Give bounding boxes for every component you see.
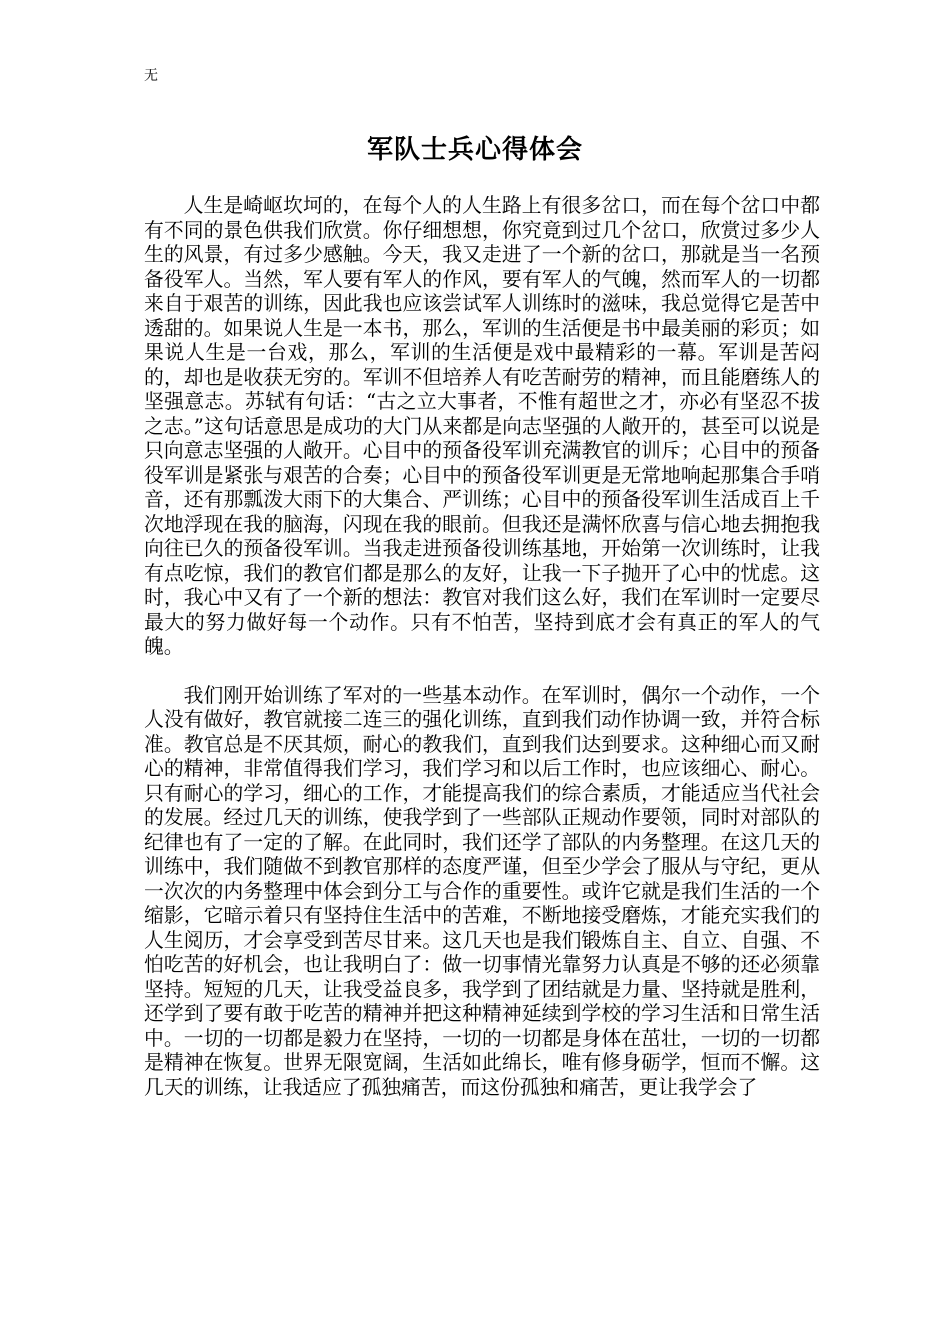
header-mark: 无: [144, 68, 158, 84]
paragraph: 人生是崎岖坎坷的，在每个人的人生路上有很多岔口，而在每个岔口中都有不同的景色供我们欣赏。你仔细想想，你究竟到过几个岔口，欣赏过多少人生的风景，有过多少感触。今天，我又走进了一个新的岔口，那就是当一名预备役军人。当然，军人要有军人的作风，要有军人的气魄，然而军人的一切都来自于艰苦的训练，因此我也应该尝试军人训练时的滋味，我总觉得它是苦中透甜的。如果说人生是一本书，那么，军训的生活便是书中最美丽的彩页；如果说人生是一台戏，那么，军训的生活便是戏中最精彩的一幕。军训是苦闷的，却也是收获无穷的。军训不但培养人有吃苦耐劳的精神，而且能磨练人的坚强意志。苏轼有句话：“古之立大事者，不惟有超世之才，亦必有坚忍不拔之志。”这句话意思是成功的大门从来都是向志坚强的人敞开的，甚至可以说是只向意志坚强的人敞开。心目中的预备役军训充满教官的训斥；心目中的预备役军训是紧张与艰苦的合奏；心目中的预备役军训更是无常地响起那集合手哨音，还有那瓢泼大雨下的大集合、严训练；心目中的预备役军训生活成百上千次地浮现在我的脑海，闪现在我的眼前。但我还是满怀欣喜与信心地去拥抱我向往已久的预备役军训。当我走进预备役训练基地，开始第一次训练时，让我有点吃惊，我们的教官们都是那么的友好，让我一下子抛开了心中的忧虑。这时，我心中又有了一个新的想法：教官对我们这么好，我们在军训时一定要尽最大的努力做好每一个动作。只有不怕苦，坚持到底才会有真正的军人的气魄。: [144, 194, 820, 658]
page-title: 军队士兵心得体会: [366, 135, 583, 165]
article-body: [144, 194, 820, 1100]
paragraph: 我们刚开始训练了军对的一些基本动作。在军训时，偶尔一个动作，一个人没有做好，教官就接二连三的强化训练，直到我们动作协调一致，并符合标准。教官总是不厌其烦，耐心的教我们，直到我们达到要求。这种细心而又耐心的精神，非常值得我们学习，我们学习和以后工作时，也应该细心、耐心。只有耐心的学习，细心的工作，才能提高我们的综合素质，才能适应当代社会的发展。经过几天的训练，使我学到了一些部队正规动作要领，同时对部队的纪律也有了一定的了解。在此同时，我们还学了部队的内务整理。在这几天的训练中，我们随做不到教官那样的态度严谨，但至少学会了服从与守纪，更从一次次的内务整理中体会到分工与合作的重要性。或许它就是我们生活的一个缩影，它暗示着只有坚持住生活中的苦难，不断地接受磨炼，才能充实我们的人生阅历，才会享受到苦尽甘来。这几天也是我们锻炼自主、自立、自强、不怕吃苦的好机会，也让我明白了：做一切事情光靠努力认真是不够的还必须靠坚持。短短的几天，让我受益良多，我学到了团结就是力量、坚持就是胜利，还学到了要有敢于吃苦的精神并把这种精神延续到学校的学习生活和日常生活中。一切的一切都是毅力在坚持，一切的一切都是身体在茁壮，一切的一切都是精神在恢复。世界无限宽阔，生活如此绵长，唯有修身砺学，恒而不懈。这几天的训练，让我适应了孤独痛苦，而这份孤独和痛苦，更让我学会了: [144, 683, 820, 1099]
